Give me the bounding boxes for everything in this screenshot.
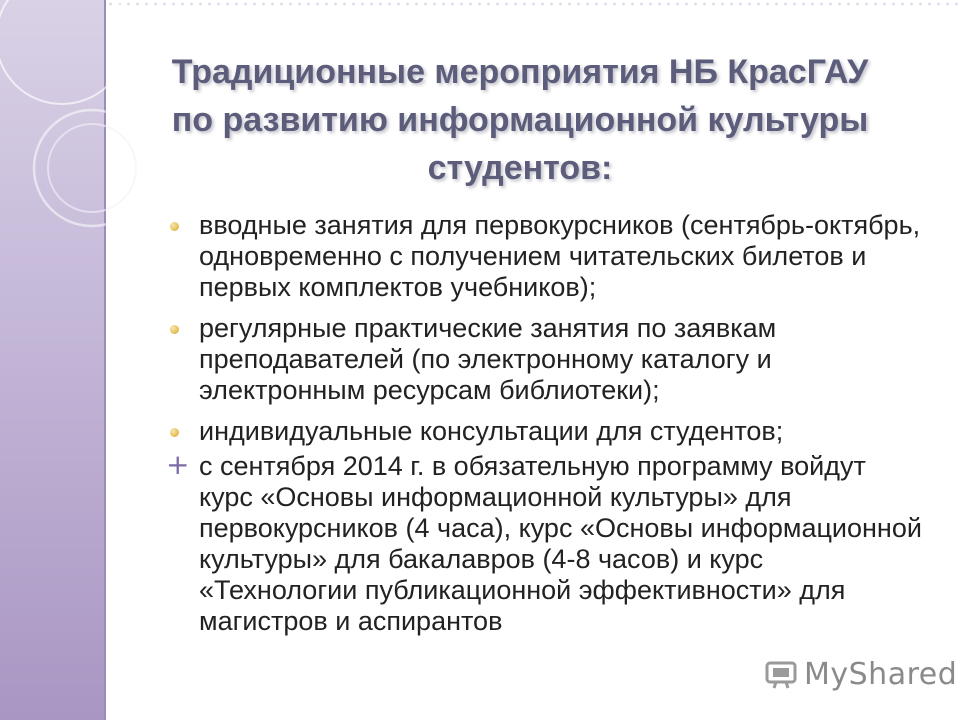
list-item-text: с сентября 2014 г. в обязательную программу войдут курс «Основы информационной культуры» для первокурсников (4 часа), курс «Основы информационной культуры» для бакалавров (4-8 часов) и курс «Технологии публикационной эффективности» для магистров и аспирантов (199, 451, 922, 636)
plus-icon: + (166, 448, 190, 481)
decorative-ring-middle-inner (48, 124, 136, 212)
slide-title: Традиционные мероприятия НБ КрасГАУ по развитию информационной культуры студентов: (171, 53, 869, 187)
list-item (162, 448, 922, 637)
decorative-rings (0, 0, 150, 260)
list-item (162, 210, 922, 303)
bullet-dot-icon (170, 222, 179, 231)
watermark-text: MyShared (804, 656, 958, 692)
bullet-dot-icon (170, 325, 179, 334)
bullet-list (162, 210, 922, 647)
myshared-watermark[interactable] (764, 654, 957, 694)
decorative-ring-top (0, 0, 128, 104)
list-item-text: вводные занятия для первокурсников (сентябрь-октябрь, одновременно с получением читательских билетов и первых комплектов учебников); (199, 210, 921, 302)
myshared-logo-icon (764, 659, 798, 689)
list-item-text: индивидуальные консультации для студентов; (199, 416, 784, 446)
list-item (162, 313, 922, 406)
list-item-text: регулярные практические занятия по заявкам преподавателей (по электронному каталогу и электронным ресурсам библиотеки); (199, 313, 777, 405)
top-dotted-border (106, 0, 960, 8)
list-item (162, 416, 922, 447)
decorative-ring-middle-outer (34, 110, 150, 226)
bullet-dot-icon (170, 428, 179, 437)
